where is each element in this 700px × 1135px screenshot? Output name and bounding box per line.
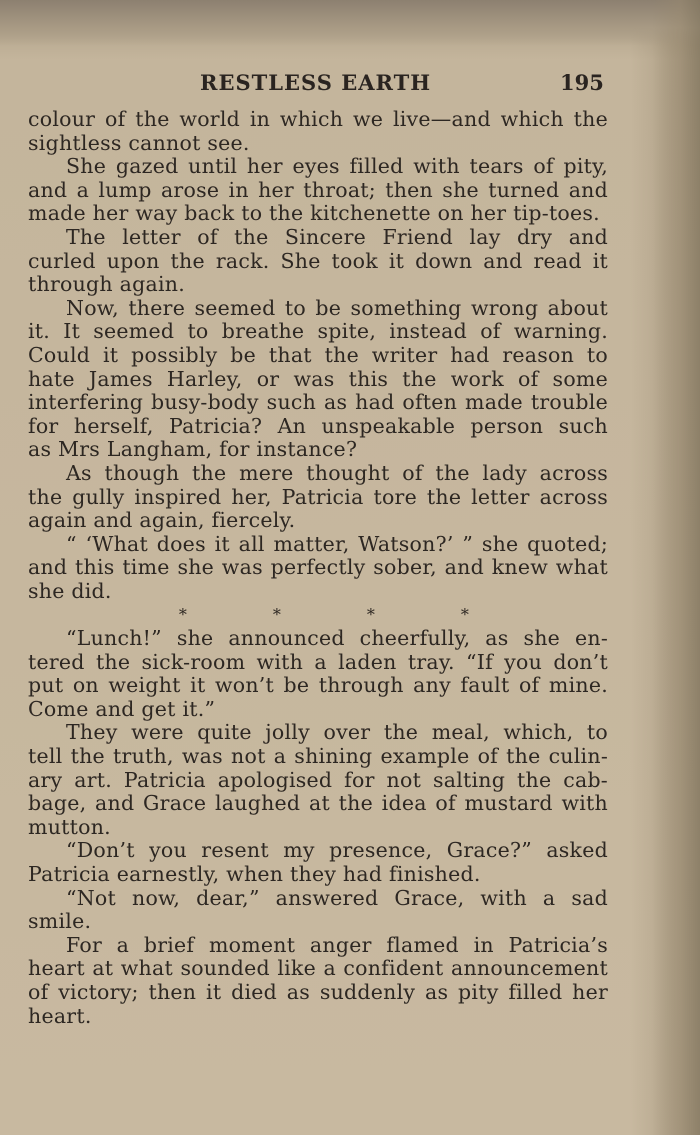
text-line: of victory; then it died as suddenly as pity filled her bbox=[28, 979, 608, 1004]
text-line: tell the truth, was not a shining example of the culin- bbox=[28, 744, 608, 769]
text-line: They were quite jolly over the meal, which, to bbox=[66, 720, 608, 745]
section-break-star: * bbox=[272, 605, 282, 625]
running-head bbox=[0, 68, 700, 102]
text-line: put on weight it won’t be through any fault of mine. bbox=[28, 673, 608, 698]
text-line: As though the mere thought of the lady across bbox=[66, 460, 608, 485]
section-break-star: * bbox=[178, 605, 188, 625]
page-right-edge bbox=[652, 0, 700, 1135]
text-line: “Don’t you resent my presence, Grace?” asked bbox=[66, 838, 608, 863]
text-line: the gully inspired her, Patricia tore the letter across bbox=[28, 484, 608, 509]
text-line: “Lunch!” she announced cheerfully, as she en- bbox=[66, 626, 608, 651]
text-line: hate James Harley, or was this the work of some bbox=[28, 366, 608, 391]
text-line: interfering busy-body such as had often made trouble bbox=[28, 390, 608, 415]
text-line: she did. bbox=[28, 578, 112, 603]
body-text bbox=[28, 108, 608, 1028]
text-line: ary art. Patricia apologised for not salting the cab- bbox=[28, 767, 608, 792]
text-line: The letter of the Sincere Friend lay dry and bbox=[66, 224, 608, 249]
text-line: smile. bbox=[28, 909, 92, 934]
text-line: and this time she was perfectly sober, and knew what bbox=[28, 555, 608, 580]
text-line: “Not now, dear,” answered Grace, with a sad bbox=[66, 885, 608, 910]
text-line: and a lump arose in her throat; then she turned and bbox=[28, 177, 608, 202]
running-head-title: RESTLESS EARTH bbox=[200, 70, 432, 95]
text-line: heart. bbox=[28, 1003, 92, 1028]
text-line: tered the sick-room with a laden tray. “If you don’t bbox=[28, 649, 608, 674]
text-line: it. It seemed to breathe spite, instead of warning. bbox=[28, 319, 608, 344]
text-line: sightless cannot see. bbox=[28, 130, 250, 155]
text-line: Come and get it.” bbox=[28, 696, 216, 721]
text-line: made her way back to the kitchenette on her tip-toes. bbox=[28, 201, 600, 226]
text-line: She gazed until her eyes filled with tears of pity, bbox=[66, 154, 608, 179]
page-top-edge bbox=[0, 0, 700, 46]
section-break bbox=[28, 603, 608, 627]
text-line: again and again, fiercely. bbox=[28, 508, 296, 533]
text-line: mutton. bbox=[28, 814, 111, 839]
text-line: Now, there seemed to be something wrong about bbox=[66, 295, 608, 320]
text-line: curled upon the rack. She took it down and read it bbox=[28, 248, 608, 273]
text-line: For a brief moment anger flamed in Patricia’s bbox=[66, 932, 608, 957]
text-line: Patricia earnestly, when they had finished. bbox=[28, 862, 481, 886]
section-break-star: * bbox=[366, 605, 376, 625]
text-line: as Mrs Langham, for instance? bbox=[28, 437, 358, 462]
section-break-star: * bbox=[460, 605, 470, 625]
page-number: 195 bbox=[560, 70, 604, 95]
text-line: heart at what sounded like a confident announcement bbox=[28, 956, 608, 981]
text-line: colour of the world in which we live—and which the bbox=[28, 107, 608, 131]
text-line: for herself, Patricia? An unspeakable person such bbox=[28, 413, 608, 438]
text-line: “ ‘What does it all matter, Watson?’ ” she quoted; bbox=[66, 531, 608, 556]
text-line: bage, and Grace laughed at the idea of mustard with bbox=[28, 791, 608, 816]
text-line: through again. bbox=[28, 272, 185, 297]
text-line: Could it possibly be that the writer had reason to bbox=[28, 342, 608, 367]
